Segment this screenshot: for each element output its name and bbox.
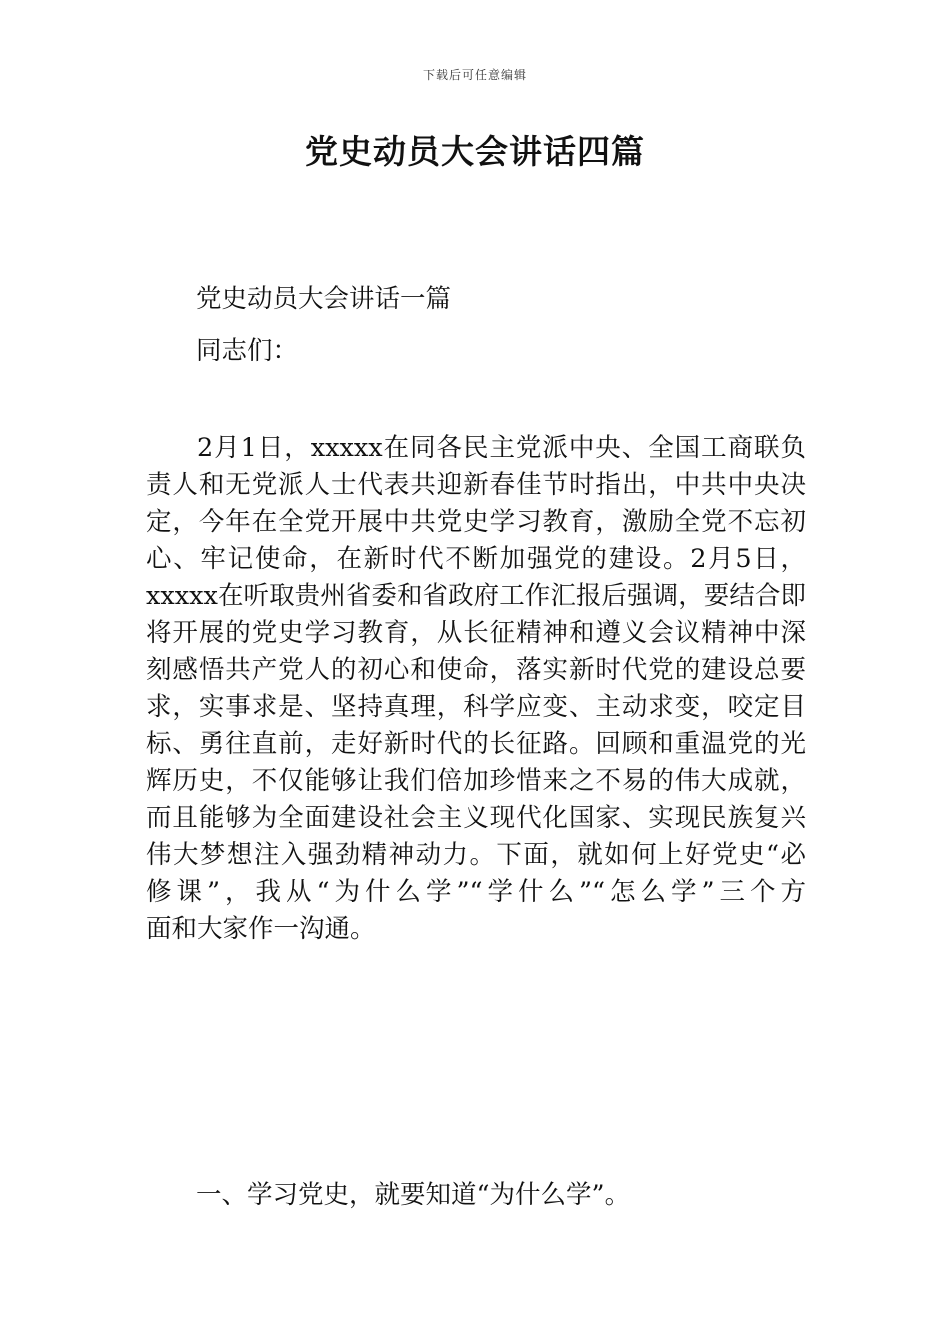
paragraph-line: 刻感悟共产党人的初心和使命，落实新时代党的建设总要: [146, 655, 806, 685]
paragraph-line: 定，今年在全党开展中共党史学习教育，激励全党不忘初: [146, 507, 806, 537]
paragraph-line: 责人和无党派人士代表共迎新春佳节时指出，中共中央决: [146, 470, 806, 500]
sub-heading: 党史动员大会讲话一篇: [196, 284, 452, 314]
paragraph-line: 标、勇往直前，走好新时代的长征路。回顾和重温党的光: [146, 729, 806, 759]
paragraph-line: 求，实事求是、坚持真理，科学应变、主动求变，咬定目: [146, 692, 806, 722]
paragraph-line: 面和大家作一沟通。: [146, 914, 376, 944]
paragraph-line: 2月1日，xxxxx在同各民主党派中央、全国工商联负: [197, 433, 806, 463]
document-title: 党史动员大会讲话四篇: [305, 132, 645, 171]
paragraph-line: 而且能够为全面建设社会主义现代化国家、实现民族复兴: [146, 803, 806, 833]
paragraph-line: 心、牢记使命，在新时代不断加强党的建设。2月5日，: [146, 544, 806, 574]
body-paragraph: [146, 430, 806, 948]
paragraph-line: 修课”，我从“为什么学”“学什么”“怎么学”三个方: [146, 877, 806, 907]
salutation: 同志们：: [196, 336, 299, 366]
paragraph-line: 辉历史，不仅能够让我们倍加珍惜来之不易的伟大成就，: [146, 766, 806, 796]
section-heading: 一、学习党史，就要知道“为什么学”。: [196, 1180, 631, 1210]
header-note: 下载后可任意编辑: [422, 68, 527, 82]
paragraph-line: 将开展的党史学习教育，从长征精神和遵义会议精神中深: [146, 618, 806, 648]
paragraph-line: 伟大梦想注入强劲精神动力。下面，就如何上好党史“必: [146, 840, 806, 870]
paragraph-line: xxxxx在听取贵州省委和省政府工作汇报后强调，要结合即: [146, 581, 806, 611]
